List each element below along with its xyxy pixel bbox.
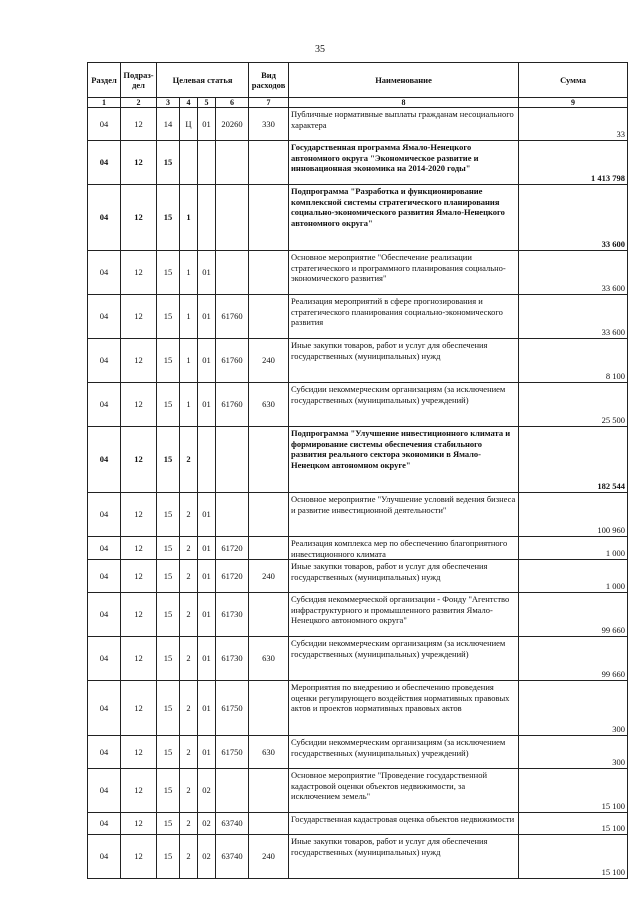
program-cell: 15	[157, 560, 180, 593]
activity-cell: 01	[198, 637, 216, 681]
direction-cell: 20260	[216, 108, 249, 141]
table-row	[88, 813, 628, 835]
page-number: 35	[315, 44, 325, 55]
header-section: Раздел	[88, 63, 121, 98]
subsection-cell: 12	[121, 339, 157, 383]
program-cell: 15	[157, 835, 180, 879]
direction-cell	[216, 769, 249, 813]
sum-cell: 33 600	[519, 185, 628, 251]
column-number: 1	[88, 98, 121, 108]
direction-cell	[216, 141, 249, 185]
subprogram-cell: 2	[180, 769, 198, 813]
expense-type-cell	[249, 185, 289, 251]
name-cell: Мероприятия по внедрению и обеспечению проведения оценки регулирующего воздействия нормативных правовых актов и проектов нормативных правовых актов	[289, 681, 519, 736]
column-number: 5	[198, 98, 216, 108]
subsection-cell: 12	[121, 736, 157, 769]
sum-cell: 1 413 798	[519, 141, 628, 185]
column-number: 9	[519, 98, 628, 108]
expense-type-cell: 240	[249, 835, 289, 879]
subsection-cell: 12	[121, 813, 157, 835]
sum-cell: 33 600	[519, 251, 628, 295]
expense-type-cell	[249, 537, 289, 560]
subsection-cell: 12	[121, 769, 157, 813]
direction-cell	[216, 427, 249, 493]
sum-cell: 33	[519, 108, 628, 141]
table-row	[88, 108, 628, 141]
section-cell: 04	[88, 769, 121, 813]
subsection-cell: 12	[121, 537, 157, 560]
name-cell: Государственная кадастровая оценка объектов недвижимости	[289, 813, 519, 835]
sum-cell: 300	[519, 736, 628, 769]
subsection-cell: 12	[121, 185, 157, 251]
section-cell: 04	[88, 185, 121, 251]
section-cell: 04	[88, 295, 121, 339]
column-number: 7	[249, 98, 289, 108]
subprogram-cell: 2	[180, 736, 198, 769]
direction-cell: 61760	[216, 295, 249, 339]
section-cell: 04	[88, 537, 121, 560]
activity-cell	[198, 141, 216, 185]
table-row	[88, 383, 628, 427]
activity-cell: 01	[198, 681, 216, 736]
section-cell: 04	[88, 637, 121, 681]
section-cell: 04	[88, 383, 121, 427]
subprogram-cell: Ц	[180, 108, 198, 141]
activity-cell: 01	[198, 108, 216, 141]
table-row	[88, 736, 628, 769]
sum-cell: 182 544	[519, 427, 628, 493]
header-target-article: Целевая статья	[157, 63, 249, 98]
sum-cell: 300	[519, 681, 628, 736]
activity-cell: 02	[198, 813, 216, 835]
name-cell: Субсидии некоммерческим организациям (за исключением государственных (муниципальных) учреждений)	[289, 736, 519, 769]
subprogram-cell: 2	[180, 593, 198, 637]
direction-cell: 61760	[216, 383, 249, 427]
program-cell: 15	[157, 141, 180, 185]
activity-cell: 01	[198, 295, 216, 339]
name-cell: Подпрограмма "Разработка и функционирование комплексной системы стратегического планирования социально-экономического развития Ямало-Ненецкого автономного округа"	[289, 185, 519, 251]
column-number: 4	[180, 98, 198, 108]
section-cell: 04	[88, 835, 121, 879]
direction-cell: 61720	[216, 537, 249, 560]
table-row	[88, 769, 628, 813]
header-subsection: Подраз-дел	[121, 63, 157, 98]
name-cell: Реализация мероприятий в сфере прогнозирования и стратегического планирования социально-экономического развития	[289, 295, 519, 339]
program-cell: 14	[157, 108, 180, 141]
direction-cell: 61760	[216, 339, 249, 383]
expense-type-cell	[249, 769, 289, 813]
table-row	[88, 537, 628, 560]
expense-type-cell	[249, 493, 289, 537]
subprogram-cell: 1	[180, 251, 198, 295]
table-row	[88, 560, 628, 593]
program-cell: 15	[157, 681, 180, 736]
expense-type-cell: 630	[249, 383, 289, 427]
subprogram-cell	[180, 141, 198, 185]
activity-cell: 01	[198, 493, 216, 537]
name-cell: Подпрограмма "Улучшение инвестиционного климата и формирование системы обеспечения стабильного развития реального сектора экономики в Ямало-Ненецком автономном округе"	[289, 427, 519, 493]
expense-type-cell	[249, 681, 289, 736]
column-number: 2	[121, 98, 157, 108]
header-name: Наименование	[289, 63, 519, 98]
sum-cell: 1 000	[519, 560, 628, 593]
table-row	[88, 141, 628, 185]
section-cell: 04	[88, 108, 121, 141]
activity-cell: 01	[198, 251, 216, 295]
section-cell: 04	[88, 681, 121, 736]
sum-cell: 100 960	[519, 493, 628, 537]
section-cell: 04	[88, 427, 121, 493]
program-cell: 15	[157, 537, 180, 560]
table-body	[88, 108, 628, 879]
activity-cell: 01	[198, 593, 216, 637]
expense-type-cell: 630	[249, 637, 289, 681]
table-row	[88, 185, 628, 251]
activity-cell: 01	[198, 383, 216, 427]
direction-cell: 61750	[216, 681, 249, 736]
table-row	[88, 681, 628, 736]
sum-cell: 33 600	[519, 295, 628, 339]
direction-cell: 61730	[216, 637, 249, 681]
table-row	[88, 339, 628, 383]
name-cell: Реализация комплекса мер по обеспечению благоприятного инвестиционного климата	[289, 537, 519, 560]
subsection-cell: 12	[121, 427, 157, 493]
program-cell: 15	[157, 637, 180, 681]
subsection-cell: 12	[121, 493, 157, 537]
column-number: 3	[157, 98, 180, 108]
subsection-cell: 12	[121, 295, 157, 339]
section-cell: 04	[88, 493, 121, 537]
section-cell: 04	[88, 593, 121, 637]
table-row	[88, 295, 628, 339]
section-cell: 04	[88, 251, 121, 295]
name-cell: Иные закупки товаров, работ и услуг для обеспечения государственных (муниципальных) нужд	[289, 835, 519, 879]
name-cell: Публичные нормативные выплаты гражданам несоциального характера	[289, 108, 519, 141]
program-cell: 15	[157, 593, 180, 637]
direction-cell	[216, 251, 249, 295]
expense-type-cell	[249, 427, 289, 493]
sum-cell: 25 500	[519, 383, 628, 427]
program-cell: 15	[157, 427, 180, 493]
subprogram-cell: 1	[180, 295, 198, 339]
subsection-cell: 12	[121, 108, 157, 141]
sum-cell: 99 660	[519, 593, 628, 637]
sum-cell: 15 100	[519, 769, 628, 813]
name-cell: Субсидия некоммерческой организации - Фонду "Агентство инфраструктурного и промышленного развития Ямало-Ненецкого автономного округа"	[289, 593, 519, 637]
program-cell: 15	[157, 383, 180, 427]
table-row	[88, 637, 628, 681]
table-row	[88, 427, 628, 493]
section-cell: 04	[88, 736, 121, 769]
subsection-cell: 12	[121, 383, 157, 427]
program-cell: 15	[157, 185, 180, 251]
activity-cell: 01	[198, 736, 216, 769]
subprogram-cell: 2	[180, 681, 198, 736]
name-cell: Иные закупки товаров, работ и услуг для обеспечения государственных (муниципальных) нужд	[289, 560, 519, 593]
name-cell: Субсидии некоммерческим организациям (за исключением государственных (муниципальных) учреждений)	[289, 637, 519, 681]
budget-table	[87, 62, 628, 879]
name-cell: Государственная программа Ямало-Ненецкого автономного округа "Экономическое развитие и инновационная экономика на 2014-2020 годы"	[289, 141, 519, 185]
column-numbers-row	[88, 98, 628, 108]
direction-cell: 61750	[216, 736, 249, 769]
subsection-cell: 12	[121, 560, 157, 593]
sum-cell: 15 100	[519, 813, 628, 835]
subprogram-cell: 2	[180, 637, 198, 681]
direction-cell	[216, 493, 249, 537]
subprogram-cell: 2	[180, 537, 198, 560]
subprogram-cell: 2	[180, 560, 198, 593]
program-cell: 15	[157, 736, 180, 769]
subprogram-cell: 1	[180, 383, 198, 427]
program-cell: 15	[157, 295, 180, 339]
subprogram-cell: 1	[180, 185, 198, 251]
direction-cell: 61720	[216, 560, 249, 593]
activity-cell: 02	[198, 835, 216, 879]
table-row	[88, 251, 628, 295]
expense-type-cell	[249, 141, 289, 185]
header-sum: Сумма	[519, 63, 628, 98]
subprogram-cell: 2	[180, 427, 198, 493]
expense-type-cell	[249, 593, 289, 637]
subprogram-cell: 1	[180, 339, 198, 383]
subsection-cell: 12	[121, 835, 157, 879]
name-cell: Основное мероприятие "Проведение государственной кадастровой оценки объектов недвижимости, за исключением земель"	[289, 769, 519, 813]
activity-cell	[198, 427, 216, 493]
column-number: 6	[216, 98, 249, 108]
expense-type-cell: 630	[249, 736, 289, 769]
direction-cell: 63740	[216, 813, 249, 835]
sum-cell: 1 000	[519, 537, 628, 560]
program-cell: 15	[157, 339, 180, 383]
table-row	[88, 835, 628, 879]
program-cell: 15	[157, 769, 180, 813]
activity-cell: 02	[198, 769, 216, 813]
section-cell: 04	[88, 560, 121, 593]
subprogram-cell: 2	[180, 493, 198, 537]
direction-cell: 61730	[216, 593, 249, 637]
activity-cell: 01	[198, 339, 216, 383]
section-cell: 04	[88, 813, 121, 835]
name-cell: Иные закупки товаров, работ и услуг для обеспечения государственных (муниципальных) нужд	[289, 339, 519, 383]
program-cell: 15	[157, 813, 180, 835]
activity-cell: 01	[198, 560, 216, 593]
subsection-cell: 12	[121, 141, 157, 185]
name-cell: Основное мероприятие "Обеспечение реализации стратегического и программного планирования социально-экономического развития"	[289, 251, 519, 295]
program-cell: 15	[157, 251, 180, 295]
subsection-cell: 12	[121, 251, 157, 295]
name-cell: Основное мероприятие "Улучшение условий ведения бизнеса и развитие инвестиционной деятельности"	[289, 493, 519, 537]
activity-cell: 01	[198, 537, 216, 560]
program-cell: 15	[157, 493, 180, 537]
expense-type-cell	[249, 251, 289, 295]
subprogram-cell: 2	[180, 813, 198, 835]
expense-type-cell: 240	[249, 560, 289, 593]
header-expense-type: Вид расходов	[249, 63, 289, 98]
activity-cell	[198, 185, 216, 251]
sum-cell: 8 100	[519, 339, 628, 383]
table-row	[88, 493, 628, 537]
column-number: 8	[289, 98, 519, 108]
sum-cell: 99 660	[519, 637, 628, 681]
subsection-cell: 12	[121, 637, 157, 681]
section-cell: 04	[88, 141, 121, 185]
name-cell: Субсидии некоммерческим организациям (за исключением государственных (муниципальных) учреждений)	[289, 383, 519, 427]
subsection-cell: 12	[121, 681, 157, 736]
subsection-cell: 12	[121, 593, 157, 637]
expense-type-cell: 330	[249, 108, 289, 141]
direction-cell	[216, 185, 249, 251]
section-cell: 04	[88, 339, 121, 383]
expense-type-cell: 240	[249, 339, 289, 383]
expense-type-cell	[249, 813, 289, 835]
subprogram-cell: 2	[180, 835, 198, 879]
direction-cell: 63740	[216, 835, 249, 879]
table-row	[88, 593, 628, 637]
expense-type-cell	[249, 295, 289, 339]
sum-cell: 15 100	[519, 835, 628, 879]
